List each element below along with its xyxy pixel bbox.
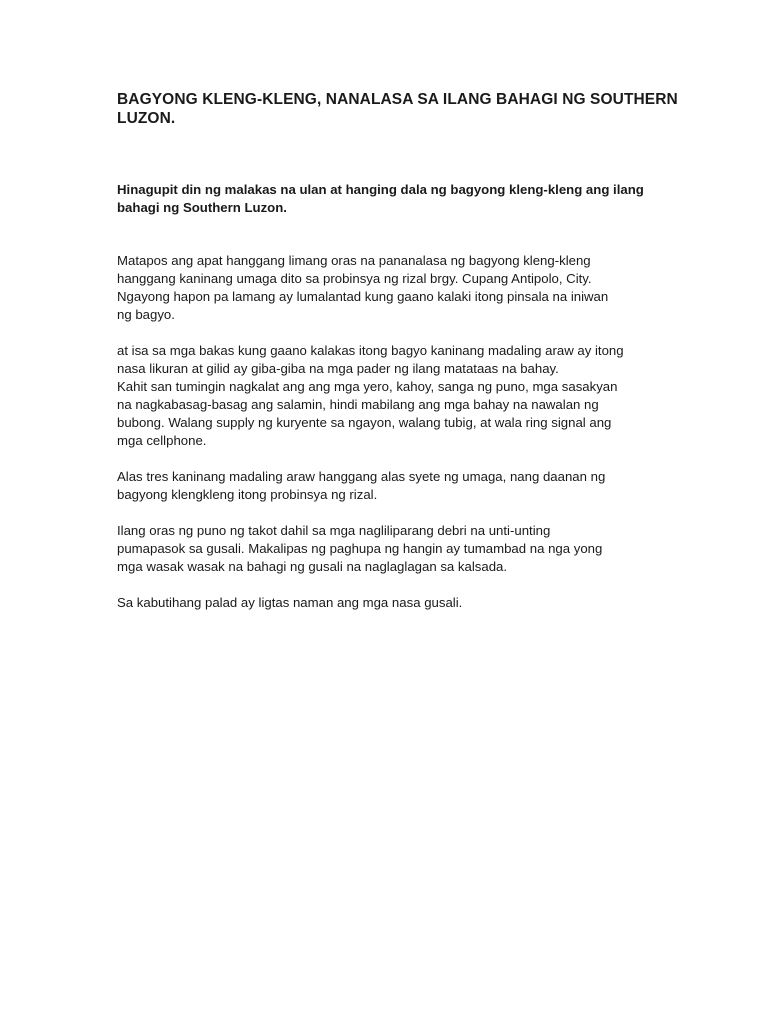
headline-line: LUZON. (117, 110, 176, 127)
paragraph-line: mga wasak wasak na bahagi ng gusali na naglaglagan sa kalsada. (117, 559, 508, 574)
paragraph-line: Alas tres kaninang madaling araw hanggang alas syete ng umaga, nang daanan ng (117, 469, 606, 484)
paragraph-line: Matapos ang apat hanggang limang oras na pananalasa ng bagyong kleng-kleng (117, 253, 591, 268)
lead-line: Hinagupit din ng malakas na ulan at hanging dala ng bagyong kleng-kleng ang ilang (117, 182, 644, 197)
paragraph-line: bubong. Walang supply ng kuryente sa ngayon, walang tubig, at wala ring signal ang (117, 415, 612, 430)
body-paragraph (117, 522, 657, 576)
body-paragraph (117, 594, 657, 612)
lead-paragraph (117, 181, 657, 217)
headline-line: BAGYONG KLENG-KLENG, NANALASA SA ILANG BAHAGI NG SOUTHERN (117, 91, 678, 108)
headline (117, 90, 678, 128)
paragraph-line: Sa kabutihang palad ay ligtas naman ang mga nasa gusali. (117, 595, 463, 610)
paragraph-line: Ngayong hapon pa lamang ay lumalantad kung gaano kalaki itong pinsala na iniwan (117, 289, 609, 304)
paragraph-line: Ilang oras ng puno ng takot dahil sa mga nagliliparang debri na unti-unting (117, 523, 551, 538)
body-paragraph (117, 468, 657, 504)
paragraph-line: at isa sa mga bakas kung gaano kalakas itong bagyo kaninang madaling araw ay itong (117, 343, 624, 358)
paragraph-line: na nagkabasag-basag ang salamin, hindi mabilang ang mga bahay na nawalan ng (117, 397, 599, 412)
paragraph-line: bagyong klengkleng itong probinsya ng rizal. (117, 487, 378, 502)
body-paragraph (117, 252, 657, 324)
paragraph-line: hanggang kaninang umaga dito sa probinsya ng rizal brgy. Cupang Antipolo, City. (117, 271, 592, 286)
body-paragraph (117, 342, 657, 450)
paragraph-line: ng bagyo. (117, 307, 175, 322)
document-content (117, 90, 678, 612)
paragraph-line: Kahit san tumingin nagkalat ang ang mga yero, kahoy, sanga ng puno, mga sasakyan (117, 379, 618, 394)
paragraph-line: nasa likuran at gilid ay giba-giba na mga pader ng ilang matataas na bahay. (117, 361, 559, 376)
article-body (117, 252, 657, 612)
paragraph-line: mga cellphone. (117, 433, 207, 448)
paragraph-line: pumapasok sa gusali. Makalipas ng paghupa ng hangin ay tumambad na nga yong (117, 541, 603, 556)
lead-line: bahagi ng Southern Luzon. (117, 200, 287, 215)
